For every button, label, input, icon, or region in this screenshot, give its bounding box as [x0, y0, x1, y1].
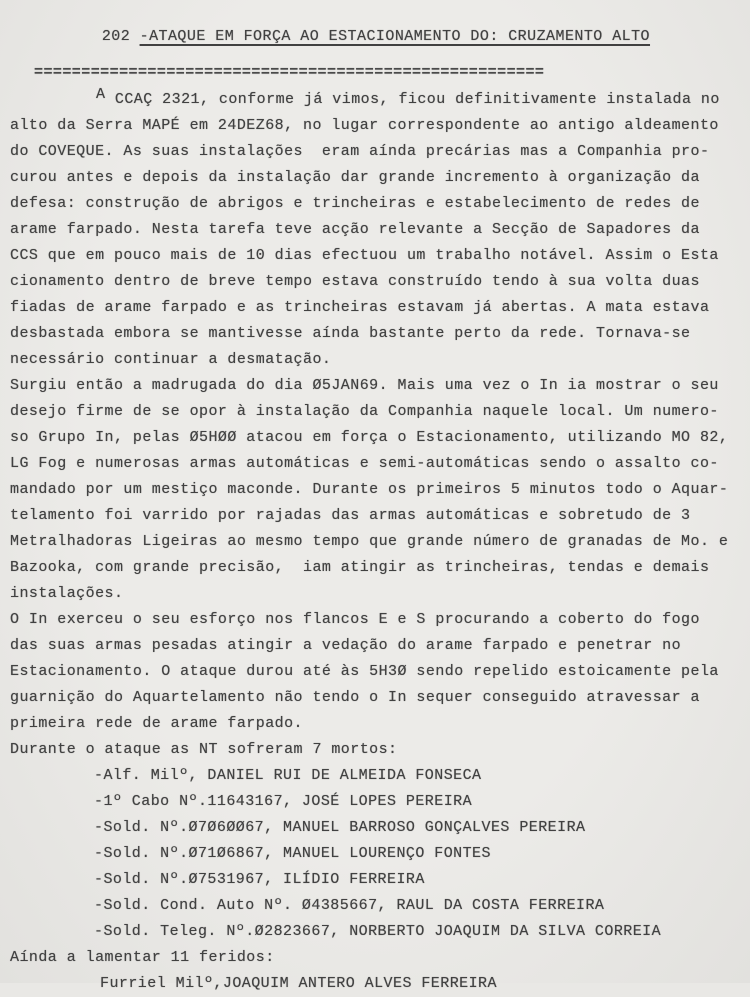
wounded-intro-line: Aínda a lamentar 11 feridos:: [10, 949, 275, 966]
deaths-intro-line: Durante o ataque as NT sofreram 7 mortos:: [10, 741, 398, 758]
text-line: Bazooka, com grande precisão, iam atingir as trincheiras, tendas e demais: [10, 559, 710, 576]
text-line: fiadas de arame farpado e as trincheiras estavam já abertas. A mata estava: [10, 299, 710, 316]
paragraph-installation: [10, 87, 744, 373]
casualty-line: -Alf. Milº, DANIEL RUI DE ALMEIDA FONSECA: [94, 767, 482, 784]
paragraph-attack: [10, 373, 744, 607]
text-line: primeira rede de arame farpado.: [10, 715, 303, 732]
deaths-list: [10, 763, 744, 945]
paragraph-lead-letter: A: [96, 86, 106, 103]
text-line: so Grupo In, pelas Ø5HØØ atacou em força o Estacionamento, utilizando MO 82,: [10, 429, 729, 446]
casualty-line: -Sold. Cond. Auto Nº. Ø4385667, RAUL DA COSTA FERREIRA: [94, 897, 605, 914]
text-line: O In exerceu o seu esforço nos flancos E e S procurando a coberto do fogo: [10, 611, 700, 628]
text-line: CCS que em pouco mais de 10 dias efectuou um trabalho notável. Assim o Esta: [10, 247, 719, 264]
text-line: defesa: construção de abrigos e trincheiras e estabelecimento de redes de: [10, 195, 700, 212]
paragraph-lines: [10, 373, 744, 607]
paragraph-enemy-effort: [10, 607, 744, 737]
text-line: telamento foi varrido por rajadas das armas automáticas e sobretudo de 3: [10, 507, 691, 524]
casualty-line: -Sold. Nº.Ø71Ø6867, MANUEL LOURENÇO FONTES: [94, 845, 491, 862]
paragraph-lines: [10, 607, 744, 737]
text-line: instalações.: [10, 585, 124, 602]
report-body: [0, 78, 750, 997]
text-line: desejo firme de se opor à instalação da Companhia naquele local. Um numero-: [10, 403, 719, 420]
paragraph-lines: [10, 113, 744, 373]
text-line: cionamento dentro de breve tempo estava construído tendo à sua volta duas: [10, 273, 700, 290]
section-heading: [0, 0, 750, 67]
text-line-rest: CCAÇ 2321, conforme já vimos, ficou definitivamente instalada no: [105, 91, 720, 108]
text-line: alto da Serra MAPÉ em 24DEZ68, no lugar correspondente ao antigo aldeamento: [10, 117, 719, 134]
text-line: do COVEQUE. As suas instalações eram aínda precárias mas a Companhia pro-: [10, 143, 710, 160]
text-line: das suas armas pesadas atingir a vedação do arame farpado e penetrar no: [10, 637, 682, 654]
casualty-line: -Sold. Nº.Ø7531967, ILÍDIO FERREIRA: [94, 871, 425, 888]
text-line: LG Fog e numerosas armas automáticas e semi-automáticas sendo o assalto co-: [10, 455, 719, 472]
wounded-first-line: Furriel Milº,JOAQUIM ANTERO ALVES FERREIRA: [100, 975, 497, 992]
heading-double-rule: ======================================================: [34, 64, 545, 81]
text-line: desbastada embora se mantivesse aínda bastante perto da rede. Tornava-se: [10, 325, 691, 342]
section-number: 202: [101, 28, 140, 45]
casualty-line: -Sold. Nº.Ø7Ø6ØØ67, MANUEL BARROSO GONÇALVES PEREIRA: [94, 819, 586, 836]
text-line-first: [10, 87, 744, 113]
casualty-line: -1º Cabo Nº.11643167, JOSÉ LOPES PEREIRA: [94, 793, 473, 810]
section-title: -ATAQUE EM FORÇA AO ESTACIONAMENTO DO: CRUZAMENTO ALTO: [139, 28, 651, 45]
text-line: Metralhadoras Ligeiras ao mesmo tempo que grande número de granadas de Mo. e: [10, 533, 729, 550]
text-line: Estacionamento. O ataque durou até às 5H3Ø sendo repelido estoicamente pela: [10, 663, 719, 680]
text-line: guarnição do Aquartelamento não tendo o In sequer conseguido atravessar a: [10, 689, 700, 706]
text-line: Surgiu então a madrugada do dia Ø5JAN69. Mais uma vez o In ia mostrar o seu: [10, 377, 719, 394]
text-line: necessário continuar a desmatação.: [10, 351, 332, 368]
casualty-line: -Sold. Teleg. Nº.Ø2823667, NORBERTO JOAQUIM DA SILVA CORREIA: [94, 923, 662, 940]
text-line: curou antes e depois da instalação dar grande incremento à organização da: [10, 169, 700, 186]
text-line: mandado por um mestiço maconde. Durante os primeiros 5 minutos todo o Aquar-: [10, 481, 729, 498]
text-line: arame farpado. Nesta tarefa teve acção relevante a Secção de Sapadores da: [10, 221, 700, 238]
